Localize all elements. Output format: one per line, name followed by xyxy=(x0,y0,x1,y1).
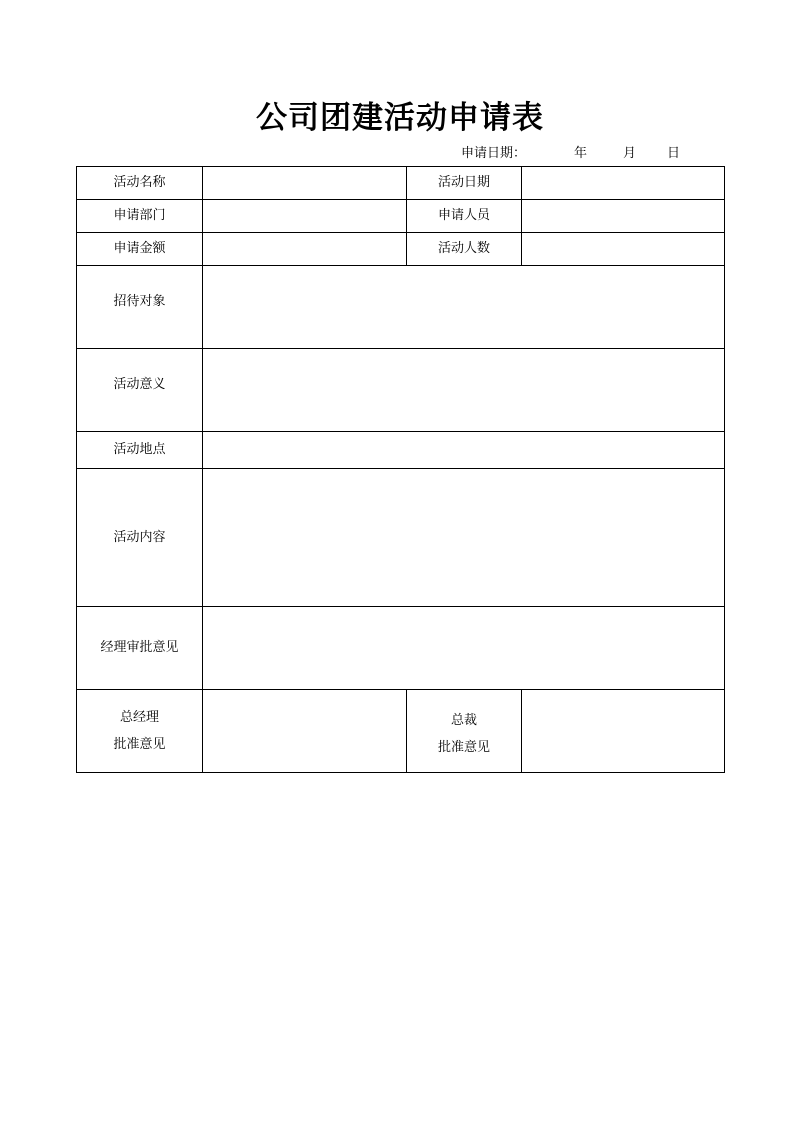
date-year-label: 年 xyxy=(574,146,588,161)
activity-date-field[interactable] xyxy=(522,167,725,200)
president-opinion-label: 批准意见 xyxy=(437,740,490,755)
activity-date-label: 活动日期 xyxy=(407,167,522,200)
general-manager-approval-label xyxy=(77,690,203,773)
manager-opinion-label: 经理审批意见 xyxy=(77,607,203,690)
form-row-location xyxy=(77,432,725,469)
department-label: 申请部门 xyxy=(77,200,203,233)
form-row-content xyxy=(77,469,725,607)
amount-field[interactable] xyxy=(203,233,407,266)
form-row-name-date xyxy=(77,167,725,200)
department-field[interactable] xyxy=(203,200,407,233)
application-date-line xyxy=(0,144,800,164)
president-approval-field[interactable] xyxy=(522,690,725,773)
general-manager-title: 总经理 xyxy=(119,710,159,725)
content-field[interactable] xyxy=(203,469,725,607)
hosting-target-field[interactable] xyxy=(203,266,725,349)
amount-label: 申请金额 xyxy=(77,233,203,266)
significance-field[interactable] xyxy=(203,349,725,432)
form-title: 公司团建活动申请表 xyxy=(256,100,544,136)
location-label: 活动地点 xyxy=(77,432,203,469)
form-row-hosting-target xyxy=(77,266,725,349)
location-field[interactable] xyxy=(203,432,725,469)
president-title: 总裁 xyxy=(450,713,477,728)
application-form-table xyxy=(76,166,725,773)
form-row-significance xyxy=(77,349,725,432)
general-manager-opinion-label: 批准意见 xyxy=(113,737,166,752)
form-row-manager-opinion xyxy=(77,607,725,690)
hosting-target-label: 招待对象 xyxy=(77,266,203,349)
form-row-approvals xyxy=(77,690,725,773)
date-month-label: 月 xyxy=(623,146,637,161)
form-row-department-applicant xyxy=(77,200,725,233)
participants-field[interactable] xyxy=(522,233,725,266)
activity-name-label: 活动名称 xyxy=(77,167,203,200)
applicant-label: 申请人员 xyxy=(407,200,522,233)
content-label: 活动内容 xyxy=(77,469,203,607)
date-day-label: 日 xyxy=(667,146,681,161)
form-row-amount-participants xyxy=(77,233,725,266)
president-approval-label xyxy=(407,690,522,773)
activity-name-field[interactable] xyxy=(203,167,407,200)
participants-label: 活动人数 xyxy=(407,233,522,266)
application-date-label: 申请日期： xyxy=(461,146,527,161)
manager-opinion-field[interactable] xyxy=(203,607,725,690)
applicant-field[interactable] xyxy=(522,200,725,233)
general-manager-approval-field[interactable] xyxy=(203,690,407,773)
significance-label: 活动意义 xyxy=(77,349,203,432)
